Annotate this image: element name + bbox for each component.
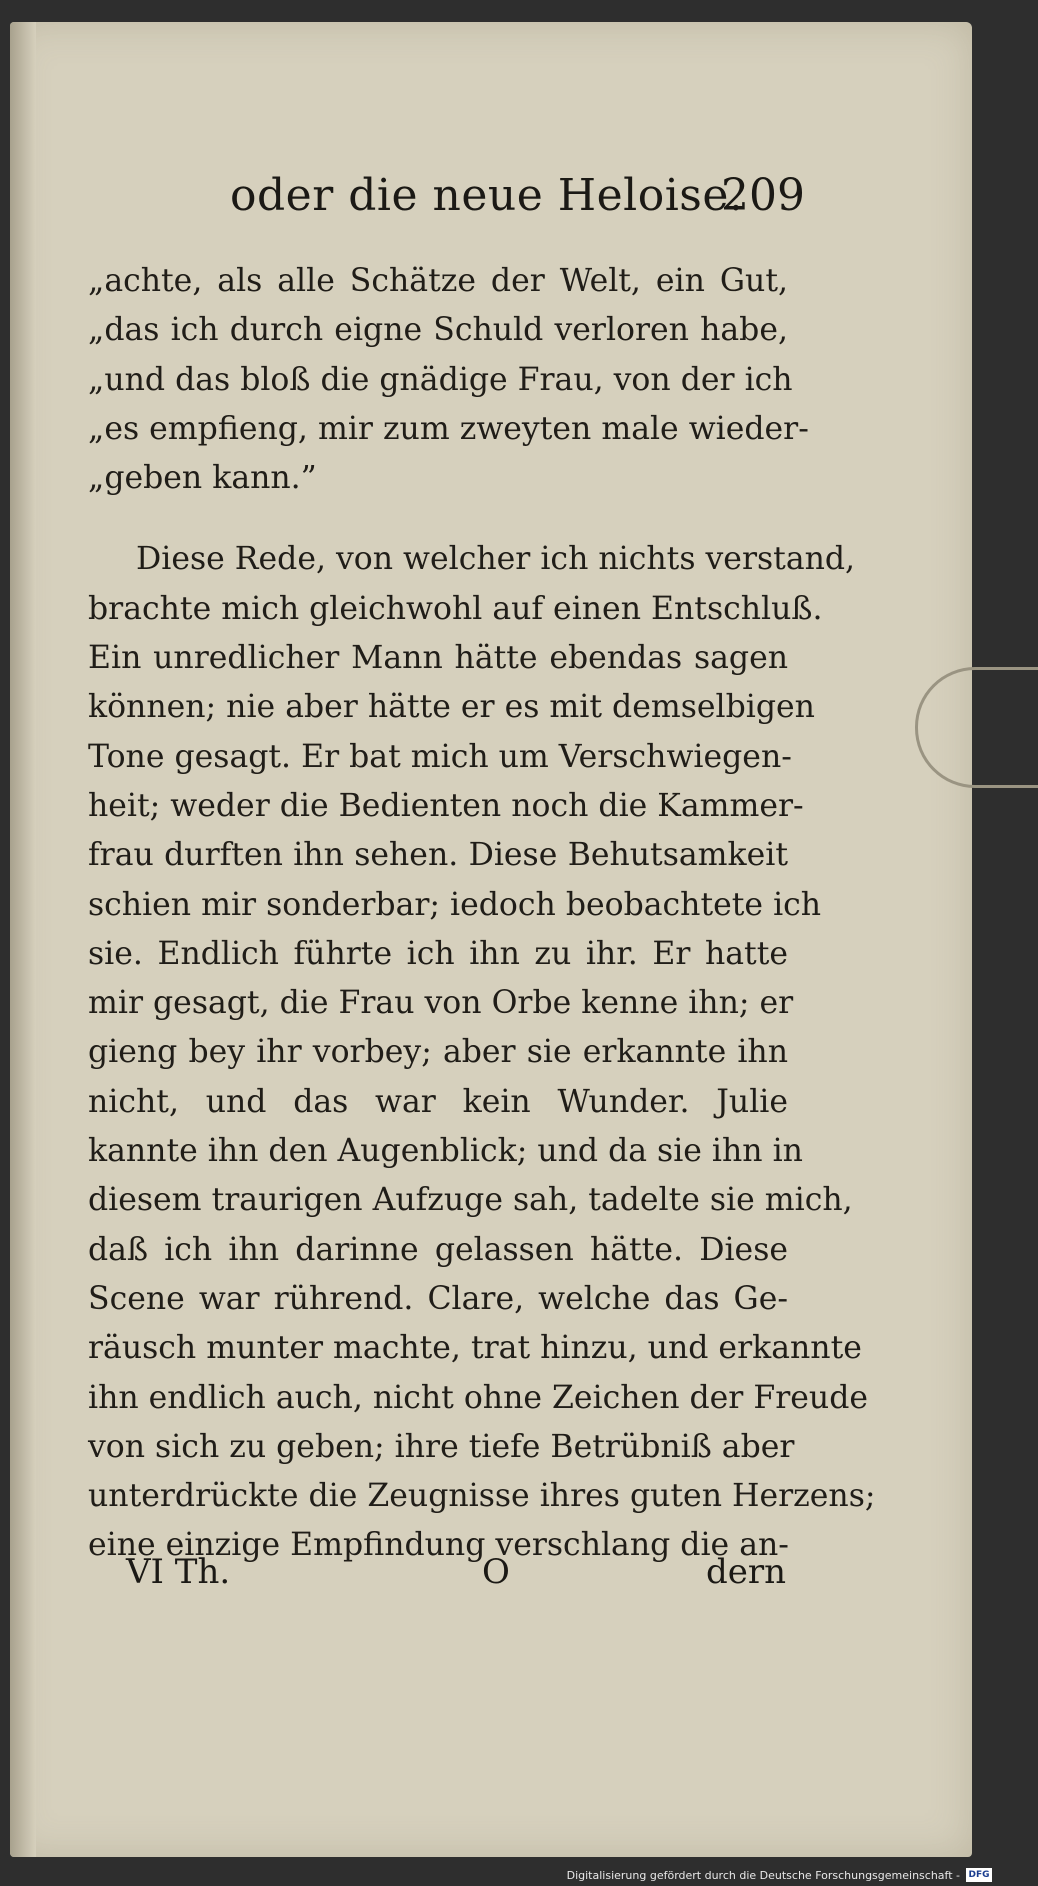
text-line: heit; weder die Bedienten noch die Kammer-: [88, 787, 804, 824]
text-line: nicht, und das war kein Wunder. Julie: [88, 1083, 788, 1120]
page-header: [230, 170, 805, 230]
paragraph-break: [88, 503, 788, 535]
text-line: „und das bloß die gnädige Frau, von der ich: [88, 361, 793, 398]
text-line: räusch munter machte, trat hinzu, und erkannte: [88, 1330, 862, 1367]
text-line: unterdrückte die Zeugnisse ihres guten Herzens;: [88, 1478, 876, 1515]
running-title: oder die neue Heloise.: [230, 170, 744, 221]
text-line: Diese Rede, von welcher ich nichts verstand,: [136, 541, 856, 578]
body-text: [88, 257, 876, 1571]
book-page: [10, 22, 972, 1857]
dfg-logo: DFG: [966, 1868, 992, 1882]
signature-letter: O: [482, 1552, 510, 1592]
text-line: diesem traurigen Aufzuge sah, tadelte sie mich,: [88, 1182, 853, 1219]
signature-mark: VI Th.: [126, 1552, 231, 1592]
page-gutter-shadow: [10, 22, 36, 1857]
bookmark-tab: [915, 667, 1038, 788]
text-line: sie. Endlich führte ich ihn zu ihr. Er hatte: [88, 935, 788, 972]
text-line: frau durften ihn sehen. Diese Behutsamkeit: [88, 837, 788, 874]
text-line: „geben kann.”: [88, 460, 317, 497]
text-line: gieng bey ihr vorbey; aber sie erkannte ihn: [88, 1034, 788, 1071]
text-line: können; nie aber hätte er es mit demselbigen: [88, 689, 815, 726]
digitization-credit: Digitalisierung gefördert durch die Deutsche Forschungsgemeinschaft -: [566, 1869, 960, 1882]
text-line: kannte ihn den Augenblick; und da sie ihn in: [88, 1133, 803, 1170]
text-line: „das ich durch eigne Schuld verloren habe,: [88, 312, 788, 349]
text-line: eine einzige Empfindung verschlang die an-: [88, 1527, 789, 1564]
credit-strip: [0, 1862, 1000, 1886]
text-line: mir gesagt, die Frau von Orbe kenne ihn; er: [88, 985, 794, 1022]
text-line: von sich zu geben; ihre tiefe Betrübniß aber: [88, 1428, 795, 1465]
text-line: brachte mich gleichwohl auf einen Entschluß.: [88, 590, 823, 627]
text-line: „es empfieng, mir zum zweyten male wieder-: [88, 410, 809, 447]
page-number: 209: [721, 170, 805, 221]
text-line: „achte, als alle Schätze der Welt, ein Gut,: [88, 263, 788, 299]
text-line: Scene war rührend. Clare, welche das Ge-: [88, 1280, 788, 1317]
page-footer: [126, 1552, 786, 1612]
text-line: ihn endlich auch, nicht ohne Zeichen der Freude: [88, 1379, 869, 1416]
catchword: dern: [705, 1552, 786, 1592]
text-line: Ein unredlicher Mann hätte ebendas sagen: [88, 640, 788, 677]
text-line: daß ich ihn darinne gelassen hätte. Diese: [88, 1231, 788, 1268]
text-line: Tone gesagt. Er bat mich um Verschwiegen-: [88, 738, 792, 775]
text-line: schien mir sonderbar; iedoch beobachtete ich: [88, 886, 822, 923]
